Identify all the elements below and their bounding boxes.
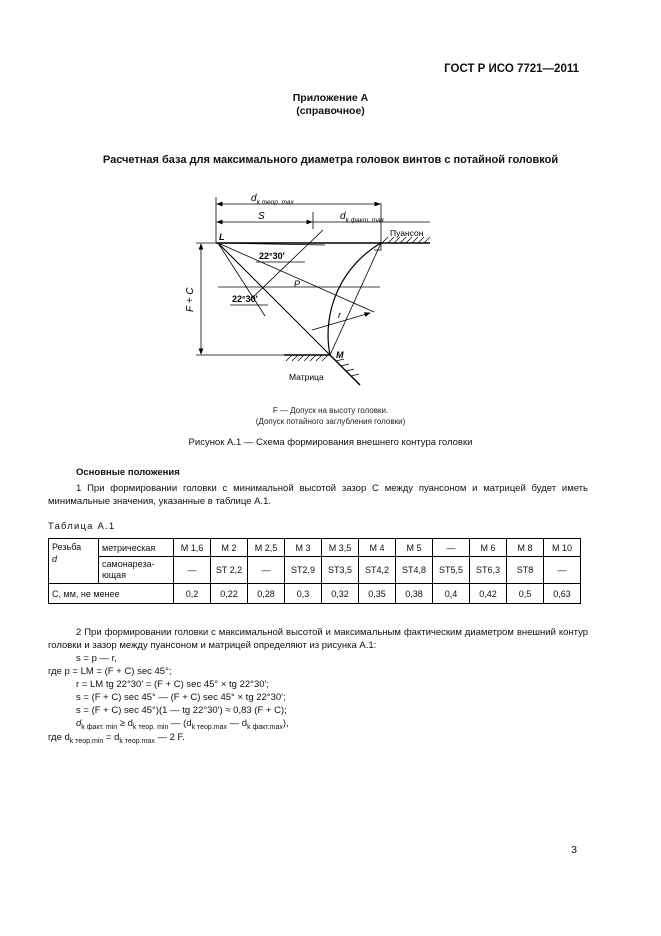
appendix-title: Приложение А [292,92,369,104]
label-s: S [258,211,265,222]
label-p: P [294,279,301,289]
table-row-metric [49,539,581,557]
label-die: Матрица [289,372,324,382]
figure-title: Расчетная база для максимального диаметра головок винтов с потайной головкой [102,154,559,166]
equation-3: r = LM tg 22°30' = (F + C) sec 45° × tg 22°30'; [76,679,269,690]
label-f-plus-c: F + C [185,287,196,312]
row-label-metric: метрическая [99,539,174,557]
equation-5: s = (F + C) sec 45°)(1 — tg 22°30') ≈ 0,83 (F + C); [76,705,287,716]
equation-1: s = p — r, [76,653,117,664]
page-number: 3 [571,844,577,856]
appendix-subtitle: (справочное) [296,105,365,117]
table-cell: 0,38 [396,584,433,604]
clearance-table [48,538,581,604]
table-cell: М 2,5 [248,539,285,557]
table-cell: М 8 [507,539,544,557]
table-cell: 0,32 [322,584,359,604]
figure-note-line-2: (Допуск потайного заглубления головки) [255,417,406,426]
figure-caption: Рисунок А.1 — Схема формирования внешнего контура головки [188,437,473,448]
table-cell: 0,28 [248,584,285,604]
table-caption: Таблица А.1 [48,521,116,532]
label-point-m: M [336,350,344,360]
table-cell: М 3,5 [322,539,359,557]
table-cell: М 1,6 [174,539,211,557]
label-punch: Пуансон [390,228,424,238]
table-cell: 0,22 [211,584,248,604]
section-title: Основные положения [76,467,180,478]
standard-header: ГОСТ Р ИСО 7721—2011 [444,63,579,75]
figure-diagram [0,0,661,400]
table-cell: М 6 [470,539,507,557]
table-cell: М 2 [211,539,248,557]
row-label-c: С, мм, не менее [49,584,174,604]
table-cell: ST8 [507,557,544,584]
table-cell: ST4,8 [396,557,433,584]
row-label-self-tapping: самонареза- ющая [99,557,174,584]
label-angle-2: 22°30' [232,294,258,304]
label-point-l: L [219,232,225,242]
table-cell: 0,5 [507,584,544,604]
table-cell: М 4 [359,539,396,557]
table-cell: ST4,2 [359,557,396,584]
table-cell: — [433,539,470,557]
paragraph-2: 2 При формировании головки с максимальной высотой и максимальным фактическим диаметром внешний контур головки и зазор между пуансоном и матрицей определяют из рисунка А.1: [48,627,588,651]
label-r: r [338,310,341,320]
label-dk-teor-max: $d_{k теор. max}$ [251,193,294,206]
figure-note-line-1: F — Допуск на высоту головки. [272,406,389,415]
table-cell: 0,35 [359,584,396,604]
table-cell: 0,63 [544,584,581,604]
table-cell: ST6,3 [470,557,507,584]
equation-7: где $d_{k теор.min} = d_{k теор.max}$ — 2 F. [48,732,185,745]
table-cell: 0,4 [433,584,470,604]
table-cell: 0,2 [174,584,211,604]
label-angle-1: 22°30' [259,251,285,261]
equation-2: где p = LM = (F + C) sec 45°; [48,666,172,677]
figure-note [0,405,661,427]
label-dk-fakt-max: $d_{k факт. max}$ [340,211,385,224]
table-cell: ST2,9 [285,557,322,584]
equation-6: $d_{k факт. min} \ge d_{k теор. min}$ — ($d_{k теор.max}$ — $d_{k факт.max}$), [76,718,289,731]
table-cell: ST5,5 [433,557,470,584]
table-cell: 0,3 [285,584,322,604]
table-cell: — [544,557,581,584]
table-cell: ST 2,2 [211,557,248,584]
paragraph-1: 1 При формировании головки с минимальной высотой зазор C между пуансоном и матрицей будет иметь минимальные значения, указанные в таблице А.1. [48,483,588,507]
table-cell: М 5 [396,539,433,557]
table-row-self-tapping [49,557,581,584]
table-row-c [49,584,581,604]
table-cell: М 10 [544,539,581,557]
table-cell: М 3 [285,539,322,557]
thread-header: Резьба d [49,539,99,584]
table-cell: 0,42 [470,584,507,604]
table-cell: — [174,557,211,584]
table-cell: ST3,5 [322,557,359,584]
equation-4: s = (F + C) sec 45° — (F + C) sec 45° × tg 22°30'; [76,692,286,703]
table-cell: — [248,557,285,584]
